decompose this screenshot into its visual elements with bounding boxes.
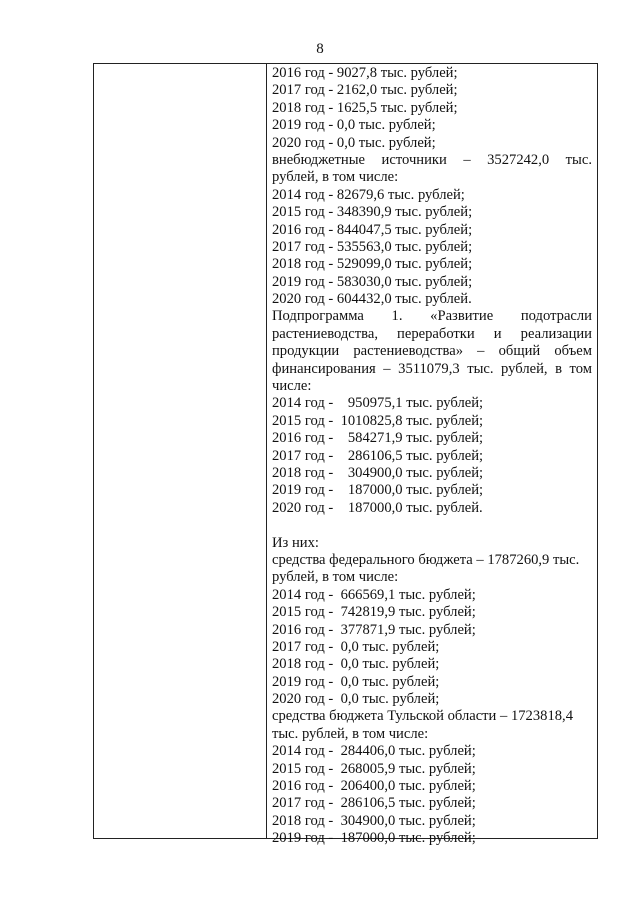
year-line: 2016 год - 377871,9 тыс. рублей; [272, 621, 476, 638]
financing-table [93, 63, 598, 847]
subprogram-paragraph: Подпрограмма 1. «Развитие подотрасли [272, 308, 592, 325]
offbudget-sources-heading-cont: рублей, в том числе: [272, 169, 399, 186]
subprogram-paragraph-end: числе: [272, 378, 312, 395]
year-line: 2015 год - 1010825,8 тыс. рублей; [272, 412, 484, 429]
year-line: 2017 год - 0,0 тыс. рублей; [272, 638, 440, 655]
subprogram-paragraph: финансирования – 3511079,3 тыс. рублей, в том [272, 360, 592, 377]
of-them-label: Из них: [272, 534, 319, 551]
subprogram-paragraph: продукции растениеводства» – общий объем [272, 343, 592, 360]
tula-budget-heading-cont: тыс. рублей, в том числе: [272, 725, 429, 742]
year-line: 2020 год - 0,0 тыс. рублей; [272, 134, 436, 151]
year-line: 2014 год - 82679,6 тыс. рублей; [272, 186, 465, 203]
column-divider [266, 64, 267, 838]
year-line: 2016 год - 584271,9 тыс. рублей; [272, 430, 484, 447]
year-line: 2019 год - 583030,0 тыс. рублей; [272, 273, 473, 290]
year-line: 2016 год - 206400,0 тыс. рублей; [272, 778, 476, 795]
tula-budget-heading: средства бюджета Тульской области – 1723818,4 [272, 708, 573, 725]
year-line: 2014 год - 950975,1 тыс. рублей; [272, 395, 484, 412]
year-line: 2018 год - 1625,5 тыс. рублей; [272, 99, 458, 116]
page-number: 8 [316, 41, 324, 57]
year-line: 2017 год - 535563,0 тыс. рублей; [272, 238, 473, 255]
federal-budget-heading: средства федерального бюджета – 1787260,9 тыс. [272, 551, 580, 568]
year-line: 2015 год - 742819,9 тыс. рублей; [272, 604, 476, 621]
year-line: 2018 год - 304900,0 тыс. рублей; [272, 464, 484, 481]
year-line: 2016 год - 9027,8 тыс. рублей; [272, 65, 458, 81]
year-line: 2017 год - 2162,0 тыс. рублей; [272, 82, 458, 99]
year-line: 2020 год - 0,0 тыс. рублей; [272, 691, 440, 708]
year-line: 2019 год - 0,0 тыс. рублей; [272, 117, 436, 134]
year-line: 2014 год - 284406,0 тыс. рублей; [272, 743, 476, 760]
table-right-cell [272, 65, 592, 848]
year-line: 2019 год - 187000,0 тыс. рублей; [272, 830, 476, 847]
year-line: 2020 год - 187000,0 тыс. рублей. [272, 499, 483, 516]
year-line: 2018 год - 529099,0 тыс. рублей; [272, 256, 473, 273]
subprogram-paragraph: растениеводства, переработки и реализации [272, 325, 592, 342]
year-line: 2015 год - 348390,9 тыс. рублей; [272, 204, 473, 221]
year-line: 2018 год - 0,0 тыс. рублей; [272, 656, 440, 673]
offbudget-sources-heading: внебюджетные источники – 3527242,0 тыс. [272, 151, 592, 168]
year-line: 2017 год - 286106,5 тыс. рублей; [272, 795, 476, 812]
year-line: 2017 год - 286106,5 тыс. рублей; [272, 447, 484, 464]
federal-budget-heading-cont: рублей, в том числе: [272, 569, 399, 586]
blank-line [272, 517, 592, 534]
year-line: 2019 год - 0,0 тыс. рублей; [272, 673, 440, 690]
year-line: 2020 год - 604432,0 тыс. рублей. [272, 291, 472, 308]
year-line: 2016 год - 844047,5 тыс. рублей; [272, 221, 473, 238]
year-line: 2019 год - 187000,0 тыс. рублей; [272, 482, 484, 499]
year-line: 2014 год - 666569,1 тыс. рублей; [272, 586, 476, 603]
year-line: 2015 год - 268005,9 тыс. рублей; [272, 760, 476, 777]
year-line: 2018 год - 304900,0 тыс. рублей; [272, 812, 476, 829]
